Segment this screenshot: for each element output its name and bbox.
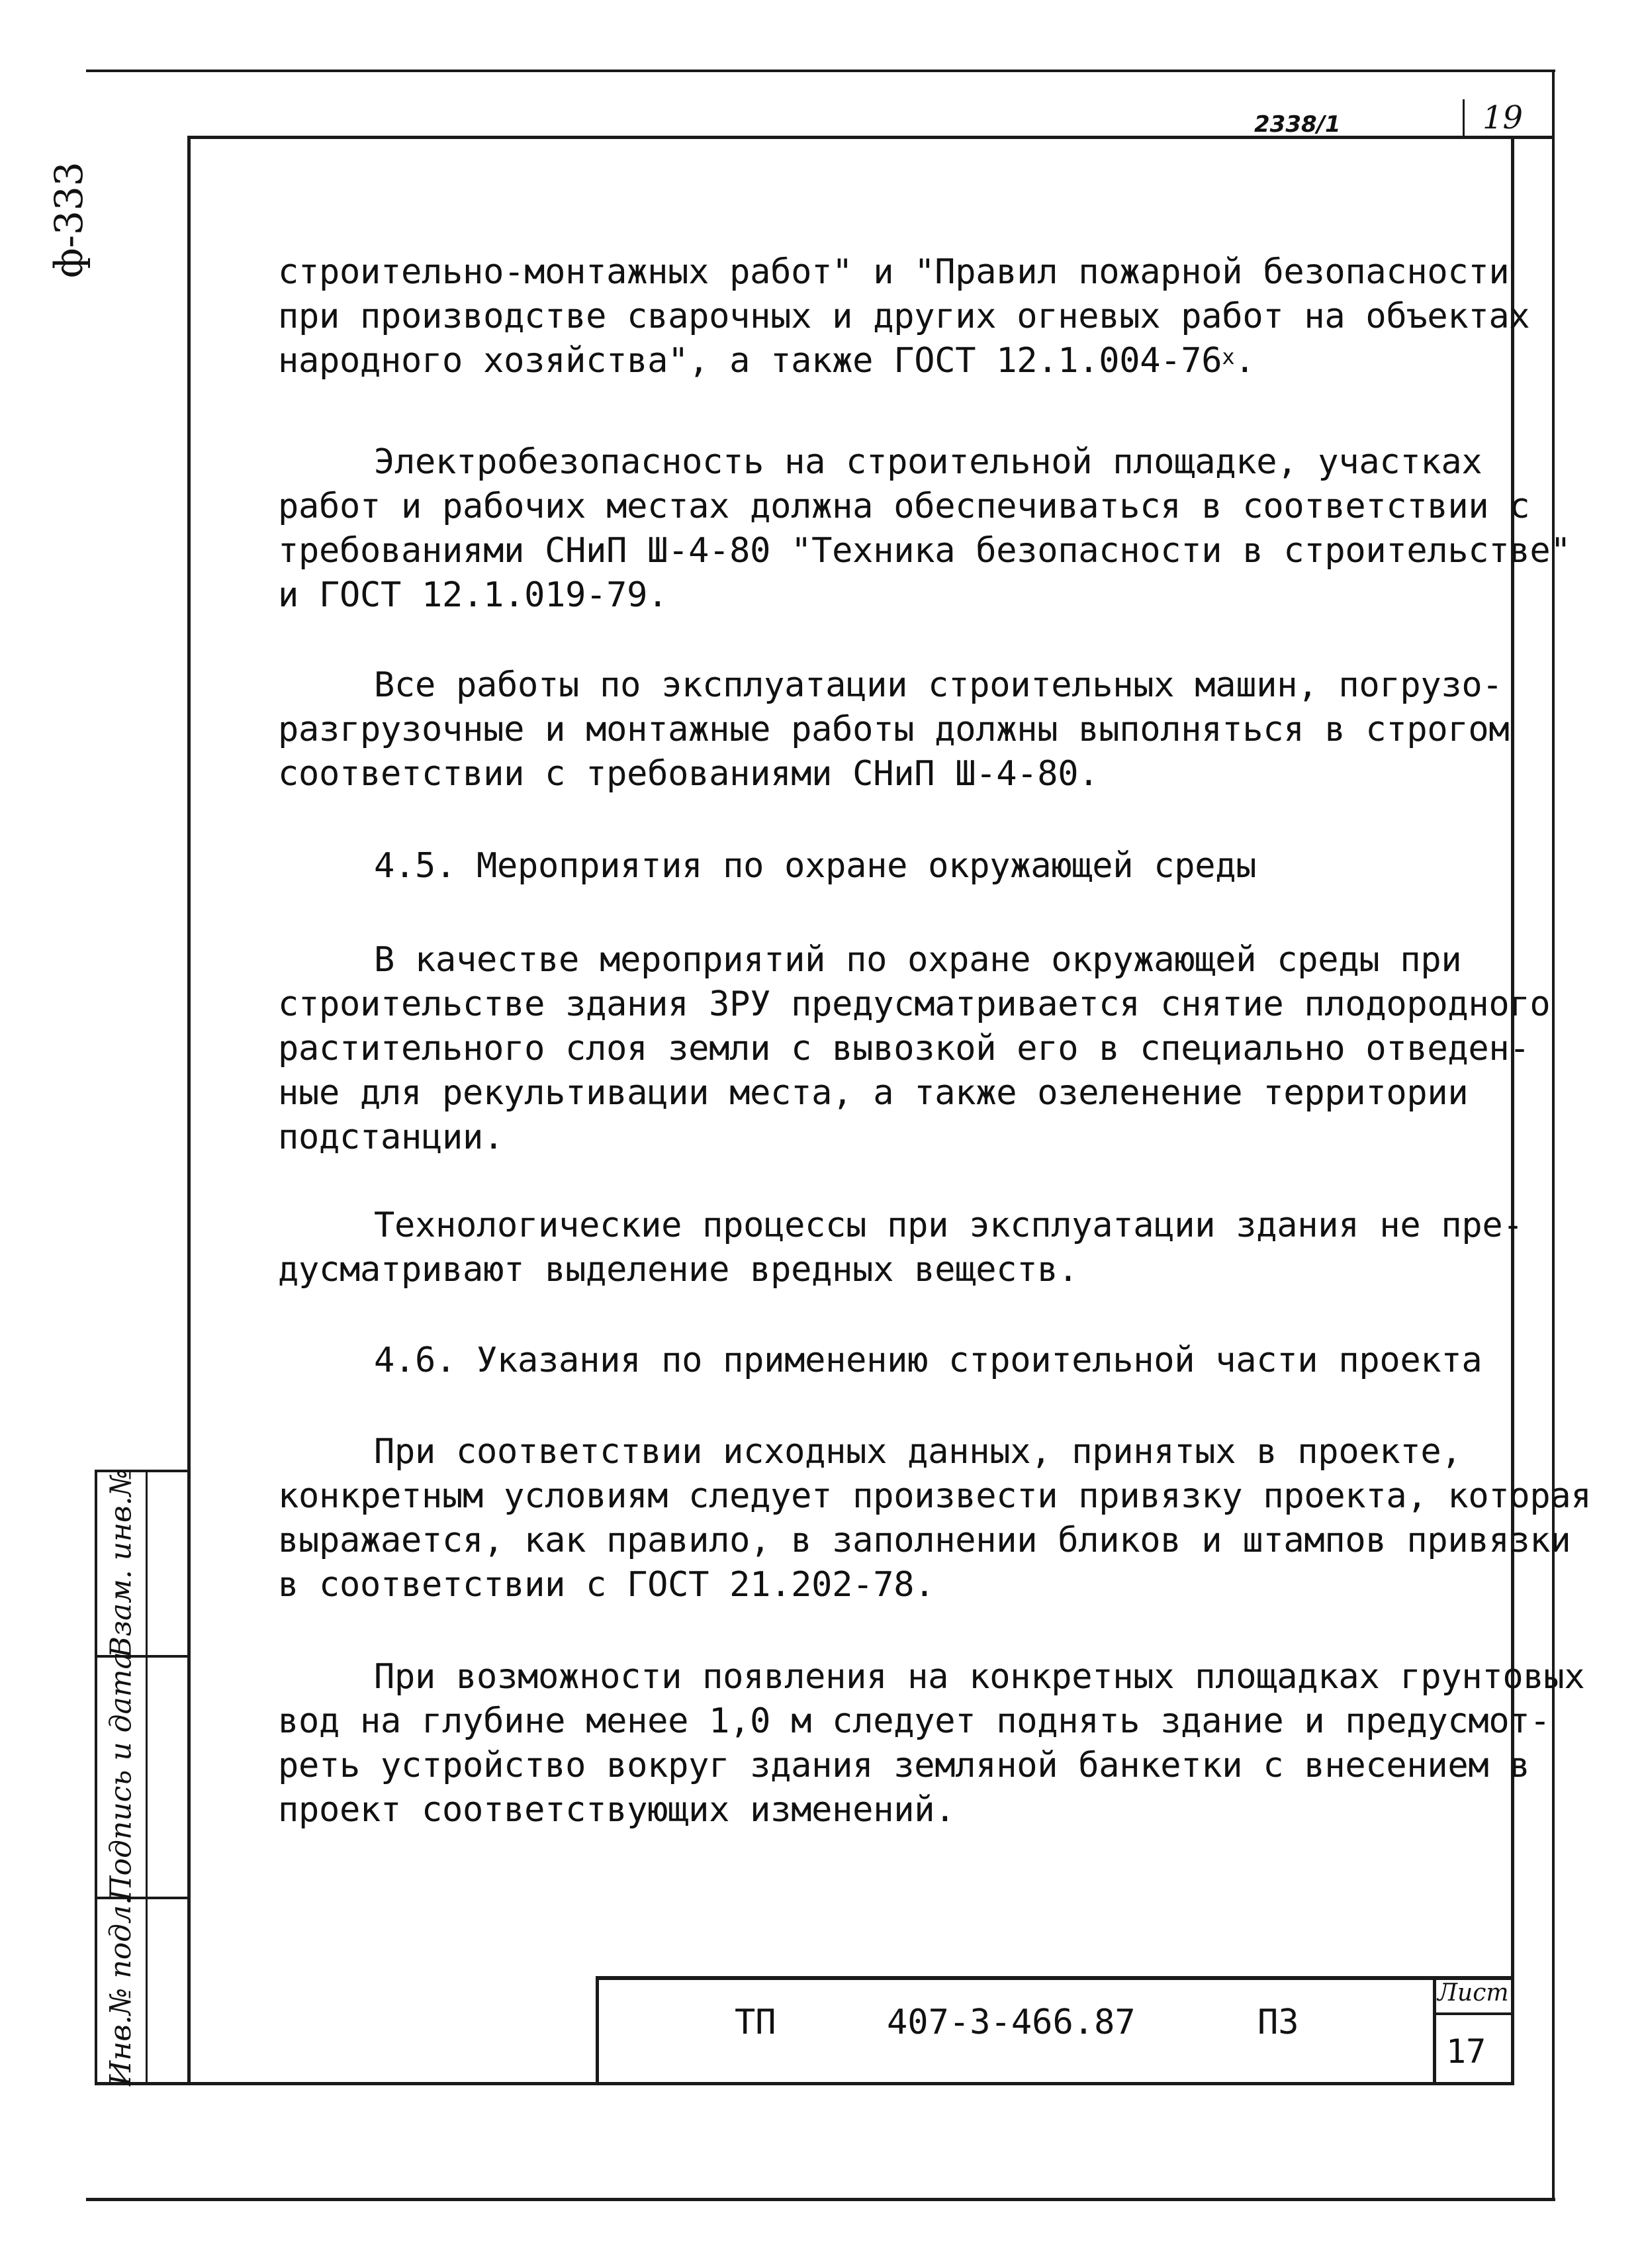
text-line-with-footnote [278,339,1529,383]
title-block-left [596,1976,599,2085]
text-line: В качестве мероприятий по охране окружающей среды при [374,940,1462,980]
text-line: подстанции. [278,1117,504,1157]
bottom-border-line [86,2198,1555,2201]
title-block-project-number: 407-3-466.87 [887,2003,1136,2042]
text-line: Электробезопасность на строительной площадке, участках [374,442,1482,482]
line-end: . [1234,341,1255,381]
text-line: соответствии с требованиями СНиП Ш-4-80. [278,754,1099,794]
title-block-sheet-mid [1433,2012,1514,2015]
text-line: при производстве сварочных и других огневых работ на объектах [278,297,1530,336]
text-line: требованиями СНиП Ш-4-80 "Техника безопасности в строительстве" [278,531,1571,571]
top-border-line [86,70,1555,72]
text-line: дусматривают выделение вредных веществ. [278,1250,1079,1290]
text-line: строительстве здания ЗРУ предусматривается снятие плодородного [278,984,1551,1024]
text-line: народного хозяйства", а также ГОСТ 12.1.004-76 [278,341,1222,381]
text-line: растительного слоя земли с вывозкой его в специально отведен- [278,1029,1530,1068]
text-line: реть устройство вокруг здания земляной банкетки с внесением в [278,1746,1530,1785]
text-line: При соответствии исходных данных, принятых в проекте, [374,1432,1462,1472]
section-heading-4-6: 4.6. Указания по применению строительной части проекта [374,1341,1482,1380]
title-block-series: ТП [735,2003,776,2042]
text-line: разгрузочные и монтажные работы должны выполняться в строгом [278,710,1510,749]
header-divider [1463,99,1465,138]
paragraph-6 [278,1430,1591,1607]
side-stamp-label: Подпись и дата [104,1652,138,1901]
frame-top [187,136,1554,139]
text-line: выражается, как правило, в заполнении бликов и штампов привязки [278,1521,1571,1560]
text-line: Технологические процессы при эксплуатации здания не пре- [374,1205,1524,1245]
frame-left [187,136,191,2085]
text-line: и ГОСТ 12.1.019-79. [278,575,668,615]
frame-bottom [95,2082,1514,2085]
margin-code: ф-333 [46,162,91,278]
paragraph-2 [278,440,1571,618]
text-line: конкретным условиям следует произвести привязку проекта, которая [278,1476,1592,1516]
text-line: При возможности появления на конкретных площадках грунтовых [374,1657,1585,1697]
superscript-mark: х [1222,344,1235,369]
text-line: Все работы по эксплуатации строительных машин, погрузо- [374,665,1503,705]
text-line: в соответствии с ГОСТ 21.202-78. [278,1565,935,1605]
paragraph-1 [278,250,1529,383]
text-line: работ и рабочих местах должна обеспечиваться в соответствии с [278,487,1530,526]
side-stamp-label: Взам. инв.№ [104,1468,138,1658]
title-block-sheet-number: 17 [1446,2032,1486,2071]
text-line: вод на глубине менее 1,0 м следует поднять здание и предусмот- [278,1701,1551,1741]
sheet-code: 2338/1 [1254,111,1341,138]
right-border-line [1552,70,1555,2201]
paragraph-3 [278,663,1509,796]
title-block-doc-code: ПЗ [1257,2003,1299,2042]
paragraph-5 [278,1204,1523,1292]
paragraph-7 [278,1655,1584,1832]
text-line: ные для рекультивации места, а также озеленение территории [278,1073,1469,1113]
title-block-sheet-divider [1433,1976,1436,2085]
side-stamp-cell-replacement [95,1468,148,1658]
page-number: 19 [1482,99,1524,136]
paragraph-4 [278,938,1550,1160]
side-stamp-cell-signature [95,1652,148,1901]
text-line: проект соответствующих изменений. [278,1790,956,1830]
section-heading-4-5: 4.5. Мероприятия по охране окружающей среды [374,846,1257,886]
text-line: строительно-монтажных работ" и "Правил пожарной безопасности [278,252,1510,292]
side-stamp-cell-inventory [95,1895,148,2086]
side-stamp-label: Инв.№ подл. [104,1895,138,2086]
title-block-top [596,1976,1514,1980]
title-block-sheet-label: Лист [1437,1979,1509,2007]
